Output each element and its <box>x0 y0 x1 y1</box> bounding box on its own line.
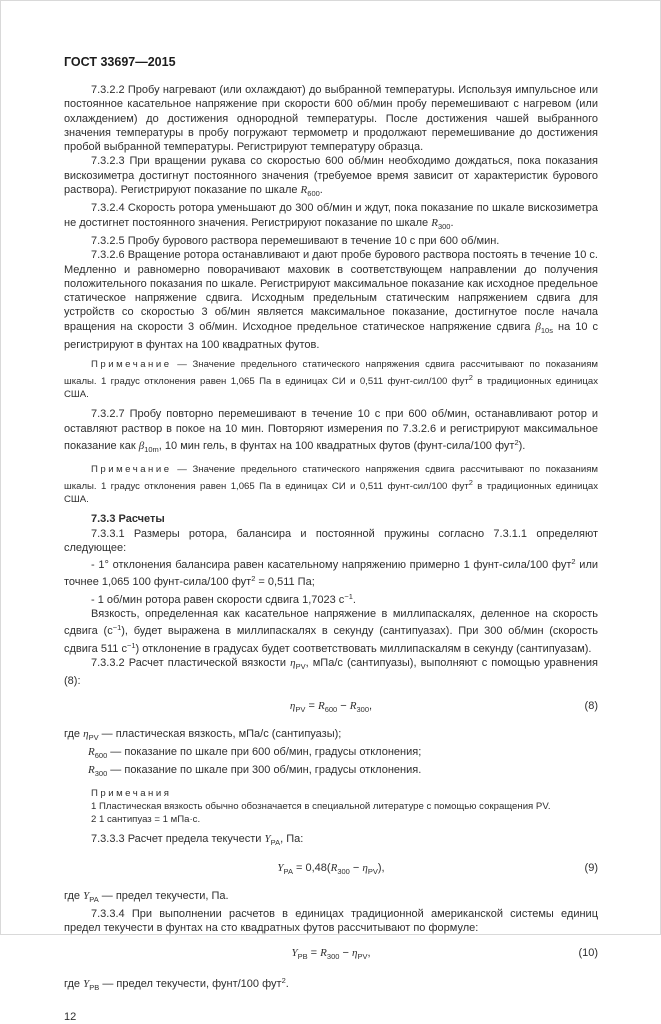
formula-10-expression: $Y_{PB} = R_{300} - \eta_{PV}$, <box>291 946 371 961</box>
where-list-9: где $Y_{PA}$ — предел текучести, Па. <box>64 889 229 904</box>
list-item-balance-deflection: - 1° отклонения балансира равен касательному напряжению примерно 1 фунт-сила/100 фут$^2$ или точнее 1,065 100 фунт-сила/100 фут$^2$ = 0,511 Па; <box>64 557 599 589</box>
formula-10-number: (10) <box>578 946 598 959</box>
paragraph-7-3-3-2: 7.3.3.2 Расчет пластической вязкости $\eta_{PV}$, мПа/с (сантипуазы), выполняют с помощью уравнения (8): <box>64 656 598 688</box>
note-text: — Значение предельного статического напряжения сдвига рассчитывают по показаниям шкалы. 1 градус отклонения равен 1,065 Па в единицах СИ и 0,511 фунт-сил/100 фут$^2$ в традиционных единицах США. <box>64 359 598 401</box>
paragraph-7-3-2-4: 7.3.2.4 Скорость ротора уменьшают до 300 об/мин и ждут, пока показание по шкале вискозиметра не достигнет постоянного значения. Регистрируют показание по шкале $R_{300}$. <box>64 202 598 231</box>
page-number: 12 <box>64 1010 77 1023</box>
note-label: Примечание <box>91 464 172 476</box>
paragraph-7-3-3-4: 7.3.3.4 При выполнении расчетов в единицах традиционной американской системы единиц предел текучести в фунтах на сто квадратных футов рассчитывают по формуле: <box>64 907 598 935</box>
paragraph-7-3-3-1: 7.3.3.1 Размеры ротора, балансира и постоянной пружины согласно 7.3.1.1 определяют следующее: <box>64 527 598 554</box>
formula-9 <box>64 861 598 879</box>
note-label: Примечание <box>91 359 172 371</box>
notes-item-1: 1 Пластическая вязкость обычно обозначается в специальной литературе с помощью сокращения PV. <box>91 801 551 813</box>
where-list-8-item-r600: $R_{600}$ — показание по шкале при 600 об/мин, градусы отклонения; <box>88 745 422 760</box>
paragraph-7-3-2-3: 7.3.2.3 При вращении рукава со скоростью 600 об/мин необходимо дождаться, пока показания вискозиметра достигнут постоянного значения (требуемое время зависит от характеристик бурового раствора). Регистрируют показание по шкале $R_{600}$. <box>64 155 598 199</box>
notes-label: Примечания <box>91 788 172 800</box>
where-list-8-lead: где $\eta_{PV}$ — пластическая вязкость, мПа/с (сантипуазы); <box>64 727 342 742</box>
paragraph-7-3-2-5: 7.3.2.5 Пробу бурового раствора перемешивают в течение 10 с при 600 об/мин. <box>91 234 500 247</box>
formula-8-number: (8) <box>584 699 598 712</box>
formula-8-expression: $\eta_{PV} = R_{600} - R_{300}$, <box>289 699 373 714</box>
formula-9-number: (9) <box>584 861 598 874</box>
formula-10 <box>64 946 598 964</box>
paragraph-7-3-3-3: 7.3.3.3 Расчет предела текучести $Y_{PA}$, Па: <box>91 833 304 848</box>
paragraph-7-3-2-2: 7.3.2.2 Пробу нагревают (или охлаждают) до выбранной температуры. Используя импульсное или постоянное касательное напряжение при скорости 600 об/мин пробу перемешивают с нагревом (или охлаждением) до достижения однородной температуры. После достижения чашей выбранного значения температуры в пробу погружают термометр и продолжают перемешивание до достижения пробой выбранной температуры. Регистрируют температуру образца. <box>64 84 598 154</box>
where-list-10: где $Y_{PB}$ — предел текучести, фунт/100 фут$^2$. <box>64 975 289 992</box>
document-number-header: ГОСТ 33697—2015 <box>64 55 176 69</box>
notes-item-2: 2 1 сантипуаз = 1 мПа·с. <box>91 814 201 826</box>
note-after-7-3-2-6 <box>64 358 598 401</box>
paragraph-7-3-2-7: 7.3.2.7 Пробу повторно перемешивают в течение 10 с при 600 об/мин, останавливают ротор и оставляют раствор в покое на 10 мин. Повторяют измерения по 7.3.2.6 и регистрируют максимальное показание как $\beta_{10m}$, 10 мин гель, в фунтах на 100 квадратных футов (фунт-сила/100 фут$^2$). <box>64 408 598 454</box>
note-after-7-3-2-7 <box>64 463 598 506</box>
paragraph-7-3-2-6: 7.3.2.6 Вращение ротора останавливают и дают пробе бурового раствора постоять в течение 10 с. Медленно и равномерно поворачивают маховик в соответствующем направлении до получения положительного показания по шкале. Регистрируют максимальное показание как исходное предельное статическое напряжение сдвига. Исходным предельным статическим напряжением сдвига для устройств со скоростью 3 об/мин является максимальное показание, достигнутое после начала вращения на скорости 3 об/мин. Исходное предельное статическое напряжение сдвига $\beta_{10s}$ на 10 с регистрируют в фунтах на 100 квадратных футов. <box>64 249 598 352</box>
where-list-8-item-r300: $R_{300}$ — показание по шкале при 300 об/мин, градусы отклонения. <box>88 764 422 779</box>
formula-9-expression: $Y_{PA} = 0,48(R_{300} - \eta_{PV})$, <box>277 861 385 876</box>
formula-8 <box>64 699 598 717</box>
heading-7-3-3: 7.3.3 Расчеты <box>91 513 165 526</box>
notes-block-after-formula-8 <box>64 787 598 826</box>
paragraph-viscosity-definition: Вязкость, определенная как касательное напряжение в миллипаскалях, деленное на скорость сдвига $(с^{-1})$, будет выражена в миллипаскалях в секунду (сантипуазах). При 300 об/мин (скорость сдвига 511 $с^{-1}$) отклонение в градусах будет соответствовать миллипаскалям в секунду (сантипуазам). <box>64 608 598 655</box>
note-text: — Значение предельного статического напряжения сдвига рассчитывают по показаниям шкалы. 1 градус отклонения равен 1,065 Па в единицах СИ и 0,511 фунт-сил/100 фут$^2$ в традиционных единицах США. <box>64 464 598 506</box>
list-item-rotor-speed: - 1 об/мин ротора равен скорости сдвига 1,7023 $с^{-1}$. <box>91 591 356 606</box>
